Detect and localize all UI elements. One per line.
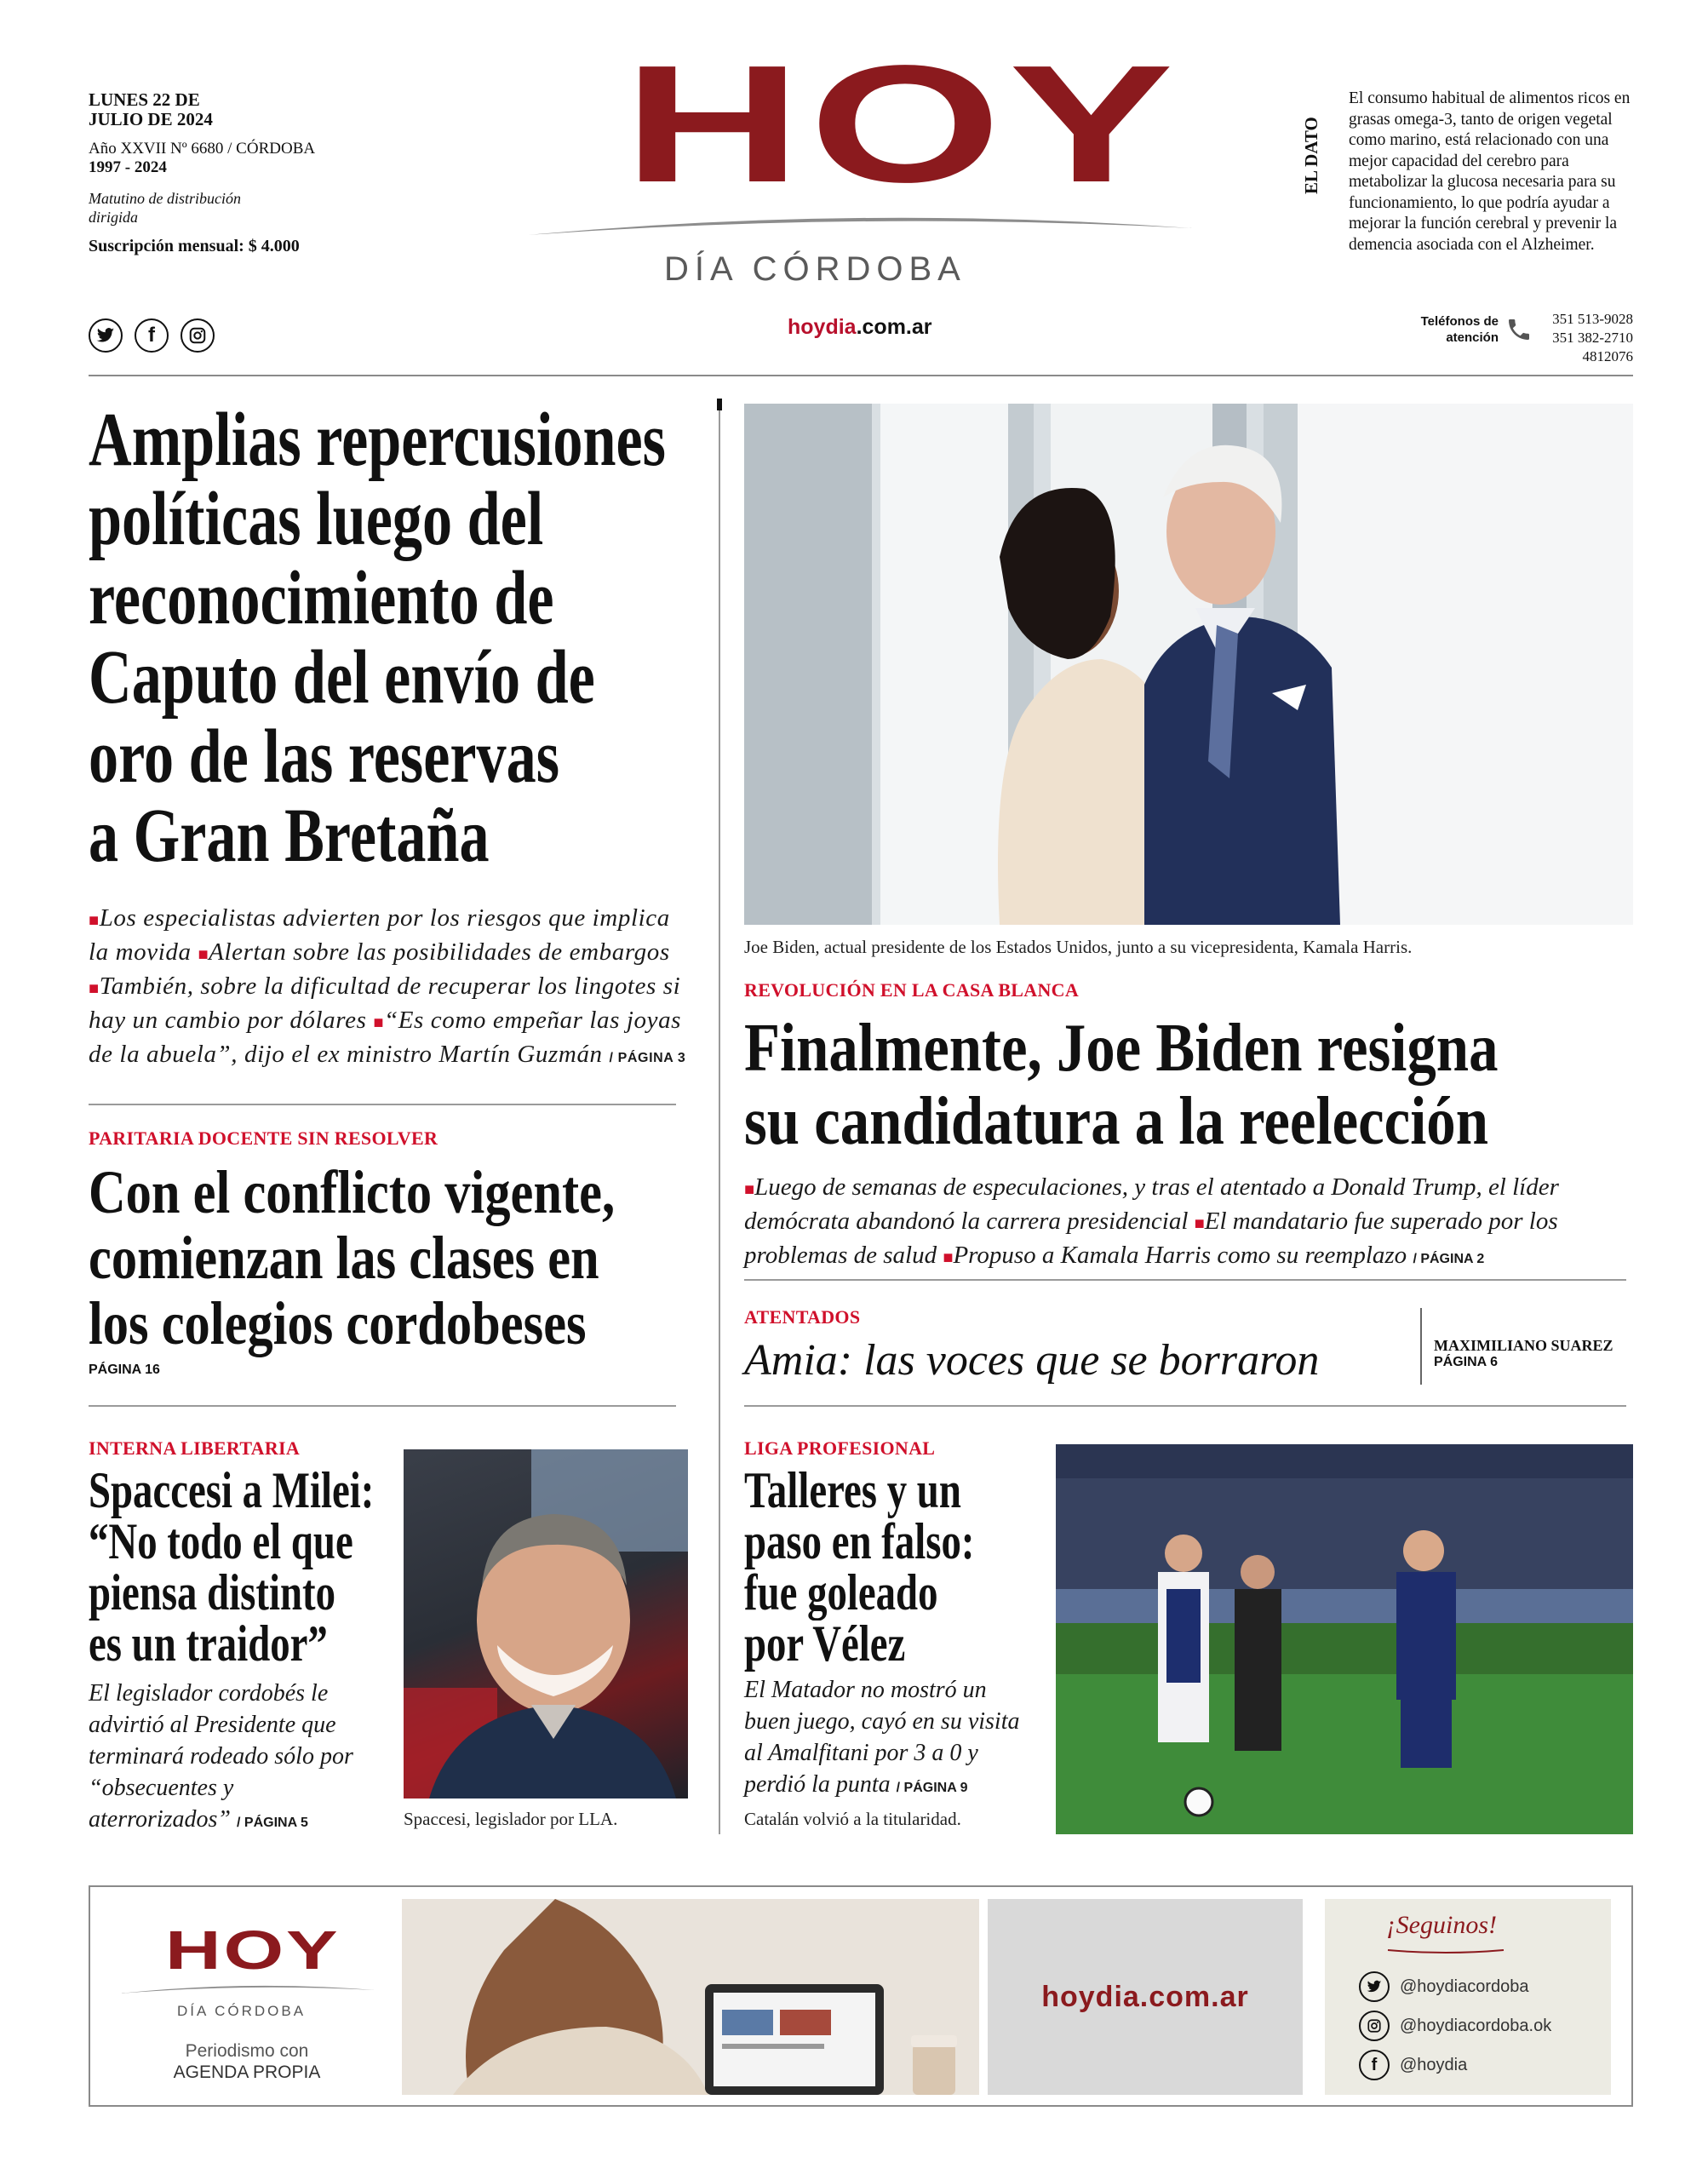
docente-headline[interactable] [89,1160,719,1357]
headline-line: políticas luego del [89,477,544,561]
section-rule [744,1279,1626,1281]
section-rule [89,1405,676,1407]
amia-headline[interactable]: Amia: las voces que se borraron [744,1336,1320,1385]
twitter-icon[interactable] [89,318,123,353]
instagram-icon [1359,2011,1390,2041]
ad-banner[interactable] [89,1885,1633,2107]
ad-handles [1359,1967,1551,2085]
talleres-kicker: LIGA PROFESIONAL [744,1437,936,1459]
docente-kicker: PARITARIA DOCENTE SIN RESOLVER [89,1127,438,1149]
biden-photo [744,404,1633,925]
masthead-left [89,90,344,256]
ad-handle-instagram[interactable]: @hoydiacordoba.ok [1359,2006,1551,2045]
phones-label: Teléfonos de atención [1420,314,1499,345]
biden-kicker: REVOLUCIÓN EN LA CASA BLANCA [744,979,1080,1001]
headline-line: “No todo el que [89,1513,353,1569]
el-dato-text: El consumo habitual de alimentos ricos en grasas omega-3, tanto de origen vegetal como marino, está relacionado con una mejor capacidad del cerebro para metabolizar la glucosa necesaria para su funcionamiento, lo que podría ayudar a mejorar la función cerebral y prevenir la demencia asociada con el Alzheimer. [1349,89,1631,254]
distribution-note: Matutino de distribución dirigida [89,190,241,226]
talleres-caption: Catalán volvió a la titularidad. [744,1809,961,1829]
headline-line: oro de las reservas [89,714,560,799]
headline-line: su candidatura a la reelección [744,1084,1488,1159]
logo-text: HOY [623,31,1182,217]
column-divider [719,404,720,1834]
spaccesi-headline[interactable] [89,1462,378,1672]
amia-divider [1420,1308,1422,1385]
section-rule [89,1104,676,1105]
talleres-photo [1056,1444,1633,1834]
issue-edition: Año XXVII Nº 6680 / CÓRDOBA [89,140,316,158]
phone-number: 351 513-9028 [1552,311,1633,327]
ad-follow-title: ¡Seguinos! [1386,1911,1497,1939]
facebook-icon: f [1359,2050,1390,2080]
twitter-icon [1359,1971,1390,2002]
headline-line: fue goleado [744,1564,938,1621]
issue-years: 1997 - 2024 [89,158,167,176]
page-ref[interactable]: / PÁGINA 9 [896,1781,968,1795]
amia-kicker: ATENTADOS [744,1306,861,1328]
ad-tagline: Periodismo con AGENDA PROPIA [173,2041,321,2082]
biden-headline[interactable] [744,1012,1633,1158]
amia-byline [1434,1337,1613,1370]
ad-follow-underline [1386,1947,1505,1955]
section-rule [744,1405,1626,1407]
ad-handle-twitter[interactable]: @hoydiacordoba [1359,1967,1551,2006]
headline-line: reconocimiento de [89,556,554,640]
page-ref[interactable]: / PÁGINA 5 [237,1816,308,1830]
spaccesi-caption: Spaccesi, legislador por LLA. [404,1809,618,1829]
headline-line: Amplias repercusiones [89,398,666,482]
facebook-icon[interactable]: f [135,318,169,353]
amia-author: MAXIMILIANO SUAREZ [1434,1337,1613,1354]
phone-number: 4812076 [1582,348,1633,364]
spaccesi-dek: El legislador cordobés le advirtió al Presidente que terminará rodeado sólo por “obsecuentes y aterrorizados” / PÁGINA 5 [89,1680,353,1833]
masthead-divider [89,375,1633,376]
headline-line: piensa distinto [89,1564,335,1621]
ad-handle-facebook[interactable]: f @hoydia [1359,2045,1551,2085]
instagram-icon[interactable] [181,318,215,353]
ad-logo-text: HOY [165,1919,341,1981]
phone-number: 351 382-2710 [1552,330,1633,346]
phone-numbers [1541,310,1633,366]
subscription-price: Suscripción mensual: $ 4.000 [89,237,300,255]
headline-line: a Gran Bretaña [89,794,490,878]
biden-caption: Joe Biden, actual presidente de los Estados Unidos, junto a su vicepresidenta, Kamala Harris. [744,937,1413,957]
spaccesi-kicker: INTERNA LIBERTARIA [89,1437,301,1459]
website-link[interactable]: hoydia.com.ar [788,315,932,339]
masthead-logo[interactable] [528,31,1192,339]
biden-dek: ■Luego de semanas de especulaciones, y tras el atentado a Donald Trump, el líder demócrata abandonó la carrera presidencial ■El mandatario fue superado por los problemas de salud ■Propuso a Kamala Harris como su reemplazo / PÁGINA 2 [744,1173,1559,1269]
issue-date: LUNES 22 DE JULIO DE 2024 [89,89,213,129]
headline-line: es un traidor” [89,1615,328,1672]
ad-follow-block [1325,1899,1611,2095]
ad-logo-swoosh [119,1982,375,1996]
ad-logo-subtitle: DÍA CÓRDOBA [177,2003,307,2019]
page-ref[interactable]: PÁGINA 6 [1434,1355,1498,1369]
logo-swoosh [528,209,1192,244]
headline-line: Finalmente, Joe Biden resigna [744,1011,1499,1086]
ad-website[interactable]: hoydia.com.ar [1041,1980,1249,2013]
ad-website-block[interactable] [988,1899,1303,2095]
logo-subtitle: DÍA CÓRDOBA [664,250,966,288]
social-links [89,318,215,353]
page-ref[interactable]: / PÁGINA 2 [1413,1252,1485,1266]
talleres-headline[interactable] [744,1462,1034,1672]
headline-line: Caputo del envío de [89,635,595,720]
headline-line: por Vélez [744,1615,906,1672]
spaccesi-photo [404,1449,688,1798]
talleres-dek: El Matador no mostró un buen juego, cayó en su visita al Amalfitani por 3 a 0 y perdió la punta / PÁGINA 9 [744,1677,1020,1798]
phone-icon [1505,315,1533,344]
el-dato-label: EL DATO [1301,117,1321,194]
headline-line: los colegios cordobeses [89,1289,587,1357]
ad-photo [402,1899,979,2095]
page-ref[interactable]: / PÁGINA 3 [609,1051,686,1065]
headline-line: comienzan las clases en [89,1224,599,1292]
lead-headline[interactable] [89,398,719,878]
lead-dek: ■Los especialistas advierten por los riesgos que implica la movida ■Alertan sobre las posibilidades de embargos ■También, sobre la dificultad de recuperar los lingotes si hay un cambio por dólares ■“Es como empeñar las joyas de la abuela”, dijo el ex ministro Martín Guzmán / PÁGINA 3 [89,904,686,1068]
page-ref[interactable]: PÁGINA 16 [89,1362,160,1377]
headline-line: paso en falso: [744,1513,975,1569]
headline-line: Talleres y un [744,1462,961,1518]
headline-line: Con el conflicto vigente, [89,1158,616,1226]
ad-logo-block [102,1897,392,2098]
headline-line: Spaccesi a Milei: [89,1462,375,1518]
